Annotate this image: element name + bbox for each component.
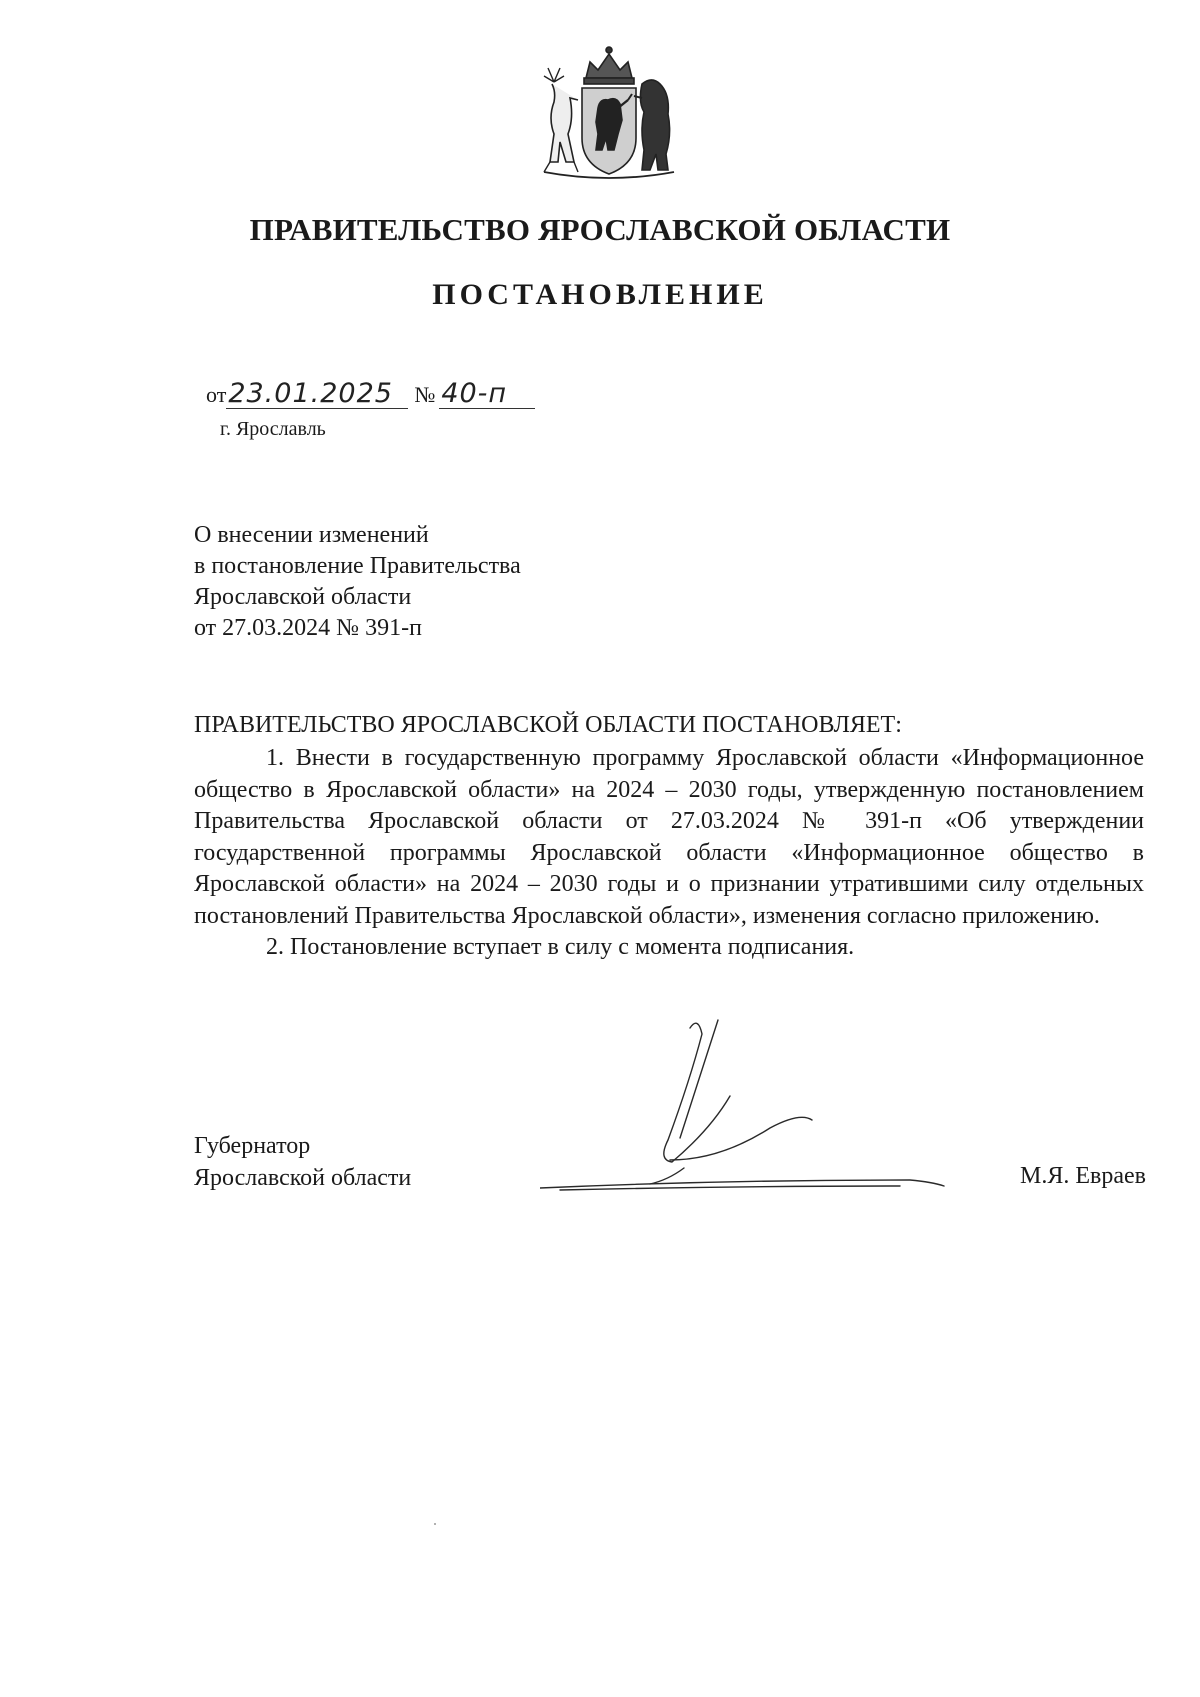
- body-paragraph-1: 1. Внести в государственную программу Ярославской области «Информационное общество в Ярославской области» на 2024 – 2030 годы, утвержденную постановлением Правительства Ярославской области от 27.03.2024 № 391-п «Об утверждении государственной программы Ярославской области «Информационное общество в Ярославской области» на 2024 – 2030 годы и о признании утратившими силу отдельных постановлений Правительства Ярославской области», изменения согласно приложению.: [194, 745, 1144, 929]
- registration-line: [206, 380, 535, 409]
- document-subject: [194, 520, 521, 644]
- signer-position-line2: Ярославской области: [194, 1165, 412, 1191]
- subject-line: от 27.03.2024 № 391-п: [194, 615, 422, 641]
- number-sign: №: [414, 382, 436, 407]
- signature-icon: [540, 1010, 960, 1220]
- coat-of-arms-icon: [534, 38, 684, 186]
- signature-block: [194, 1130, 411, 1194]
- date-prefix: от: [206, 382, 227, 407]
- city-label: г. Ярославль: [220, 418, 326, 440]
- subject-line: в постановление Правительства: [194, 553, 521, 579]
- subject-line: Ярославской области: [194, 584, 412, 610]
- scan-speck: [434, 1523, 436, 1525]
- handwritten-date: 23.01.2025: [226, 380, 408, 409]
- document-type: ПОСТАНОВЛЕНИЕ: [432, 278, 768, 311]
- signer-name: М.Я. Евраев: [1020, 1163, 1146, 1189]
- organization-title: ПРАВИТЕЛЬСТВО ЯРОСЛАВСКОЙ ОБЛАСТИ: [249, 212, 951, 247]
- body-paragraph-2: 2. Постановление вступает в силу с момента подписания.: [266, 934, 855, 960]
- resolves-heading: ПРАВИТЕЛЬСТВО ЯРОСЛАВСКОЙ ОБЛАСТИ ПОСТАНОВЛЯЕТ:: [194, 712, 902, 738]
- handwritten-number: 40-п: [439, 380, 535, 409]
- subject-line: О внесении изменений: [194, 522, 429, 548]
- document-body: [194, 743, 1144, 964]
- signer-position-line1: Губернатор: [194, 1133, 311, 1159]
